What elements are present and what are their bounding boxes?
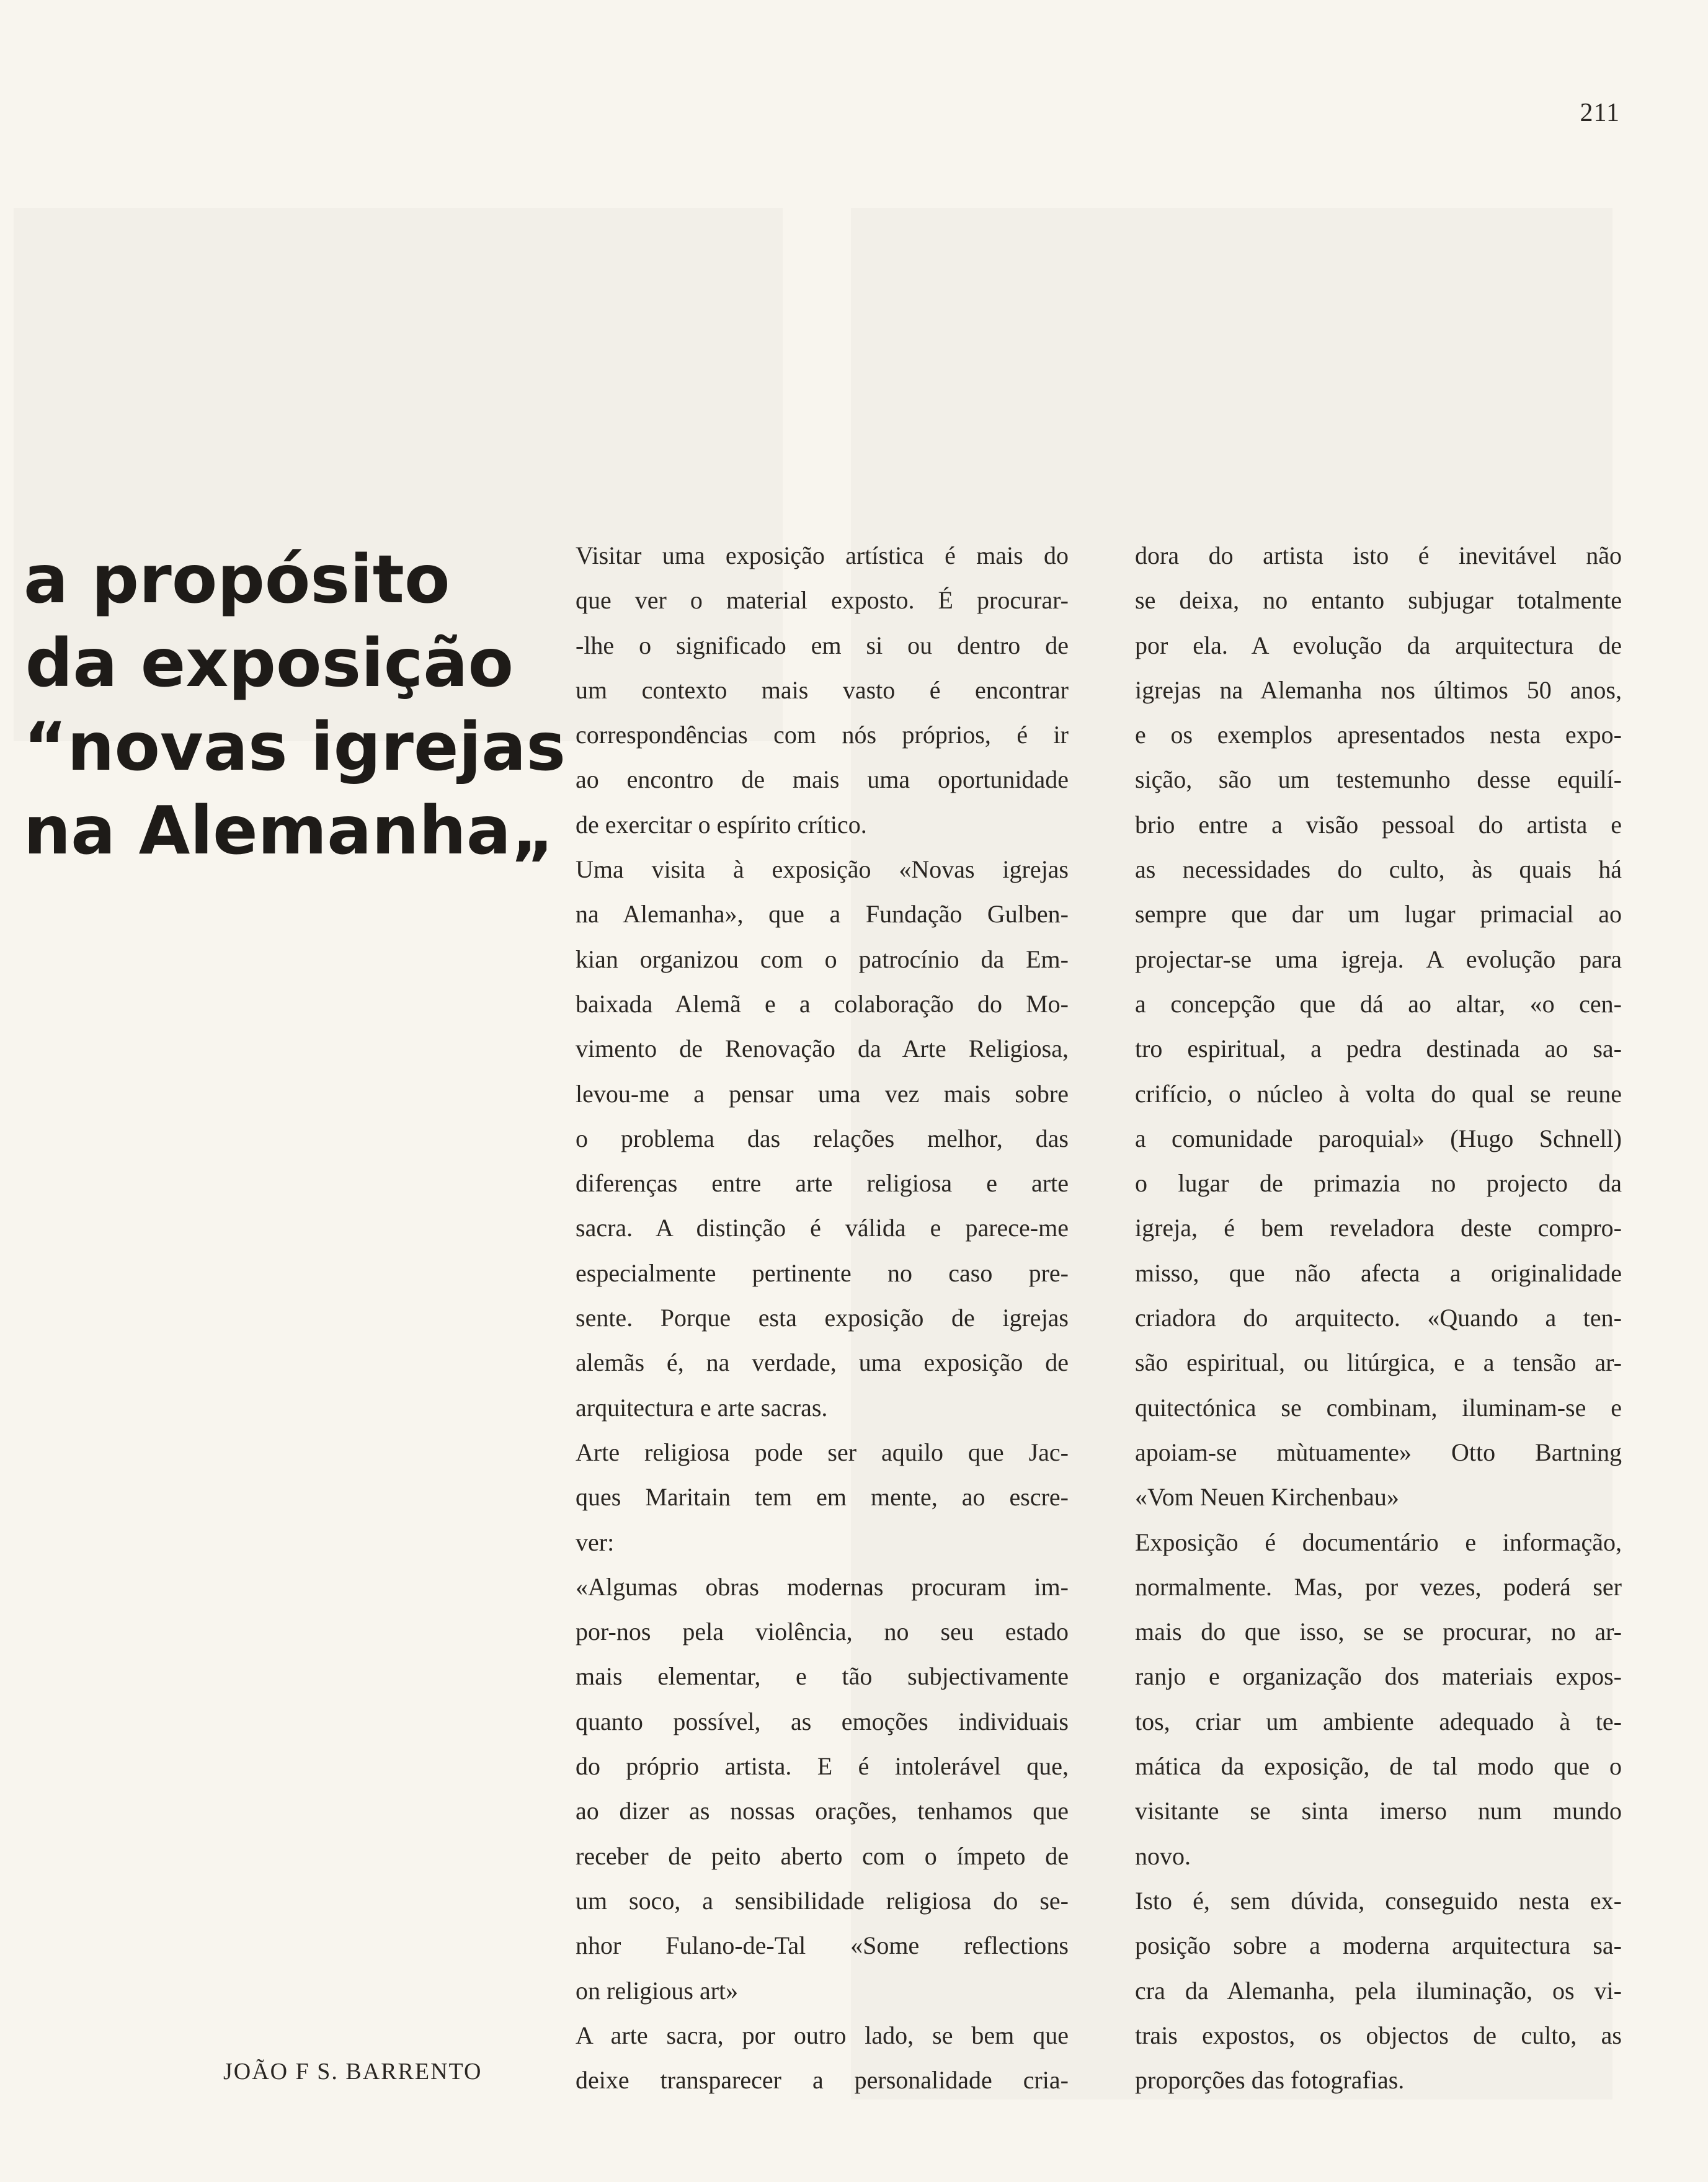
text-line: na Alemanha», que a Fundação Gulben- bbox=[576, 900, 1069, 928]
text-line: por ela. A evolução da arquitectura de bbox=[1135, 631, 1622, 659]
text-line: são espiritual, ou litúrgica, e a tensão ar- bbox=[1135, 1348, 1622, 1377]
text-line: visitante se sinta imerso num mundo bbox=[1135, 1797, 1622, 1825]
text-line: vimento de Renovação da Arte Religiosa, bbox=[576, 1035, 1069, 1063]
author-byline: JOÃO F S. BARRENTO bbox=[223, 2059, 483, 2085]
text-line: o lugar de primazia no projecto da bbox=[1135, 1169, 1622, 1198]
page-number: 211 bbox=[1580, 99, 1620, 127]
text-line: apoiam-se mùtuamente» Otto Bartning bbox=[1135, 1438, 1622, 1466]
text-line: ver: bbox=[576, 1528, 615, 1556]
text-line: Visitar uma exposição artística é mais do bbox=[576, 541, 1069, 569]
text-line: diferenças entre arte religiosa e arte bbox=[576, 1169, 1069, 1198]
text-line: Arte religiosa pode ser aquilo que Jac- bbox=[576, 1438, 1069, 1466]
text-line: tro espiritual, a pedra destinada ao sa- bbox=[1135, 1035, 1622, 1063]
text-line: ranjo e organização dos materiais expos- bbox=[1135, 1662, 1622, 1691]
text-line: especialmente pertinente no caso pre- bbox=[576, 1258, 1069, 1287]
text-line: baixada Alemã e a colaboração do Mo- bbox=[576, 989, 1069, 1018]
text-line: novo. bbox=[1135, 1841, 1191, 1870]
text-line: sente. Porque esta exposição de igrejas bbox=[576, 1304, 1069, 1332]
text-line: igrejas na Alemanha nos últimos 50 anos, bbox=[1135, 675, 1622, 704]
text-line: A arte sacra, por outro lado, se bem que bbox=[576, 2021, 1069, 2049]
title-line: da exposição bbox=[25, 625, 514, 702]
text-line: quanto possível, as emoções individuais bbox=[576, 1707, 1069, 1735]
text-line: Uma visita à exposição «Novas igrejas bbox=[576, 855, 1069, 884]
body-column-middle bbox=[576, 533, 1069, 2103]
text-line: ao encontro de mais uma oportunidade bbox=[576, 765, 1069, 794]
text-line: mais elementar, e tão subjectivamente bbox=[576, 1662, 1069, 1691]
title-line: na Alemanha„ bbox=[24, 793, 555, 870]
text-line: um contexto mais vasto é encontrar bbox=[576, 675, 1069, 704]
text-line: igreja, é bem reveladora deste compro- bbox=[1135, 1214, 1622, 1242]
text-line: brio entre a visão pessoal do artista e bbox=[1135, 810, 1622, 839]
text-line: dora do artista isto é inevitável não bbox=[1135, 541, 1622, 569]
text-line: ques Maritain tem em mente, ao escre- bbox=[576, 1483, 1069, 1512]
text-line: um soco, a sensibilidade religiosa do se- bbox=[576, 1886, 1069, 1915]
text-line: de exercitar o espírito crítico. bbox=[576, 810, 867, 839]
text-line: sempre que dar um lugar primacial ao bbox=[1135, 900, 1622, 928]
text-line: posição sobre a moderna arquitectura sa- bbox=[1135, 1931, 1622, 1960]
text-line: a concepção que dá ao altar, «o cen- bbox=[1135, 989, 1622, 1018]
text-line: «Vom Neuen Kirchenbau» bbox=[1135, 1483, 1399, 1512]
text-line: «Algumas obras modernas procuram im- bbox=[576, 1572, 1069, 1601]
text-line: sição, são um testemunho desse equilí- bbox=[1135, 765, 1622, 794]
text-line: deixe transparecer a personalidade cria- bbox=[576, 2066, 1069, 2095]
text-line: Isto é, sem dúvida, conseguido nesta ex- bbox=[1135, 1886, 1622, 1915]
text-line: e os exemplos apresentados nesta expo- bbox=[1135, 721, 1622, 749]
text-line: a comunidade paroquial» (Hugo Schnell) bbox=[1135, 1124, 1622, 1152]
text-line: ao dizer as nossas orações, tenhamos que bbox=[576, 1797, 1069, 1825]
text-line: as necessidades do culto, às quais há bbox=[1135, 855, 1622, 884]
text-line: do próprio artista. E é intolerável que, bbox=[576, 1752, 1069, 1781]
text-line: se deixa, no entanto subjugar totalmente bbox=[1135, 586, 1622, 615]
text-line: criadora do arquitecto. «Quando a ten- bbox=[1135, 1304, 1622, 1332]
text-line: -lhe o significado em si ou dentro de bbox=[576, 631, 1069, 659]
text-line: mais do que isso, se se procurar, no ar- bbox=[1135, 1618, 1622, 1646]
title-line: “novas igrejas bbox=[24, 709, 566, 786]
text-line: normalmente. Mas, por vezes, poderá ser bbox=[1135, 1572, 1622, 1601]
text-line: receber de peito aberto com o ímpeto de bbox=[576, 1841, 1069, 1870]
text-line: kian organizou com o patrocínio da Em- bbox=[576, 945, 1069, 973]
text-line: mática da exposição, de tal modo que o bbox=[1135, 1752, 1622, 1781]
text-line: quitectónica se combinam, iluminam-se e bbox=[1135, 1393, 1622, 1422]
text-line: correspondências com nós próprios, é ir bbox=[576, 721, 1069, 749]
text-line: trais expostos, os objectos de culto, as bbox=[1135, 2021, 1622, 2049]
text-line: on religious art» bbox=[576, 1976, 739, 2005]
body-column-right bbox=[1135, 533, 1622, 2103]
text-line: sacra. A distinção é válida e parece-me bbox=[576, 1214, 1069, 1242]
title-line: a propósito bbox=[24, 541, 450, 618]
text-line: Exposição é documentário e informação, bbox=[1135, 1528, 1622, 1556]
text-line: alemãs é, na verdade, uma exposição de bbox=[576, 1348, 1069, 1377]
article-title bbox=[24, 538, 566, 873]
text-line: arquitectura e arte sacras. bbox=[576, 1393, 828, 1422]
text-line: tos, criar um ambiente adequado à te- bbox=[1135, 1707, 1622, 1735]
text-line: crifício, o núcleo à volta do qual se reune bbox=[1135, 1079, 1622, 1108]
text-line: que ver o material exposto. É procurar- bbox=[576, 586, 1069, 615]
text-line: proporções das fotografias. bbox=[1135, 2066, 1405, 2095]
text-line: cra da Alemanha, pela iluminação, os vi- bbox=[1135, 1976, 1622, 2005]
text-line: o problema das relações melhor, das bbox=[576, 1124, 1069, 1152]
text-line: levou-me a pensar uma vez mais sobre bbox=[576, 1079, 1069, 1108]
text-line: misso, que não afecta a originalidade bbox=[1135, 1258, 1622, 1287]
text-line: nhor Fulano-de-Tal «Some reflections bbox=[576, 1931, 1069, 1960]
text-line: projectar-se uma igreja. A evolução para bbox=[1135, 945, 1622, 973]
text-line: por-nos pela violência, no seu estado bbox=[576, 1618, 1069, 1646]
